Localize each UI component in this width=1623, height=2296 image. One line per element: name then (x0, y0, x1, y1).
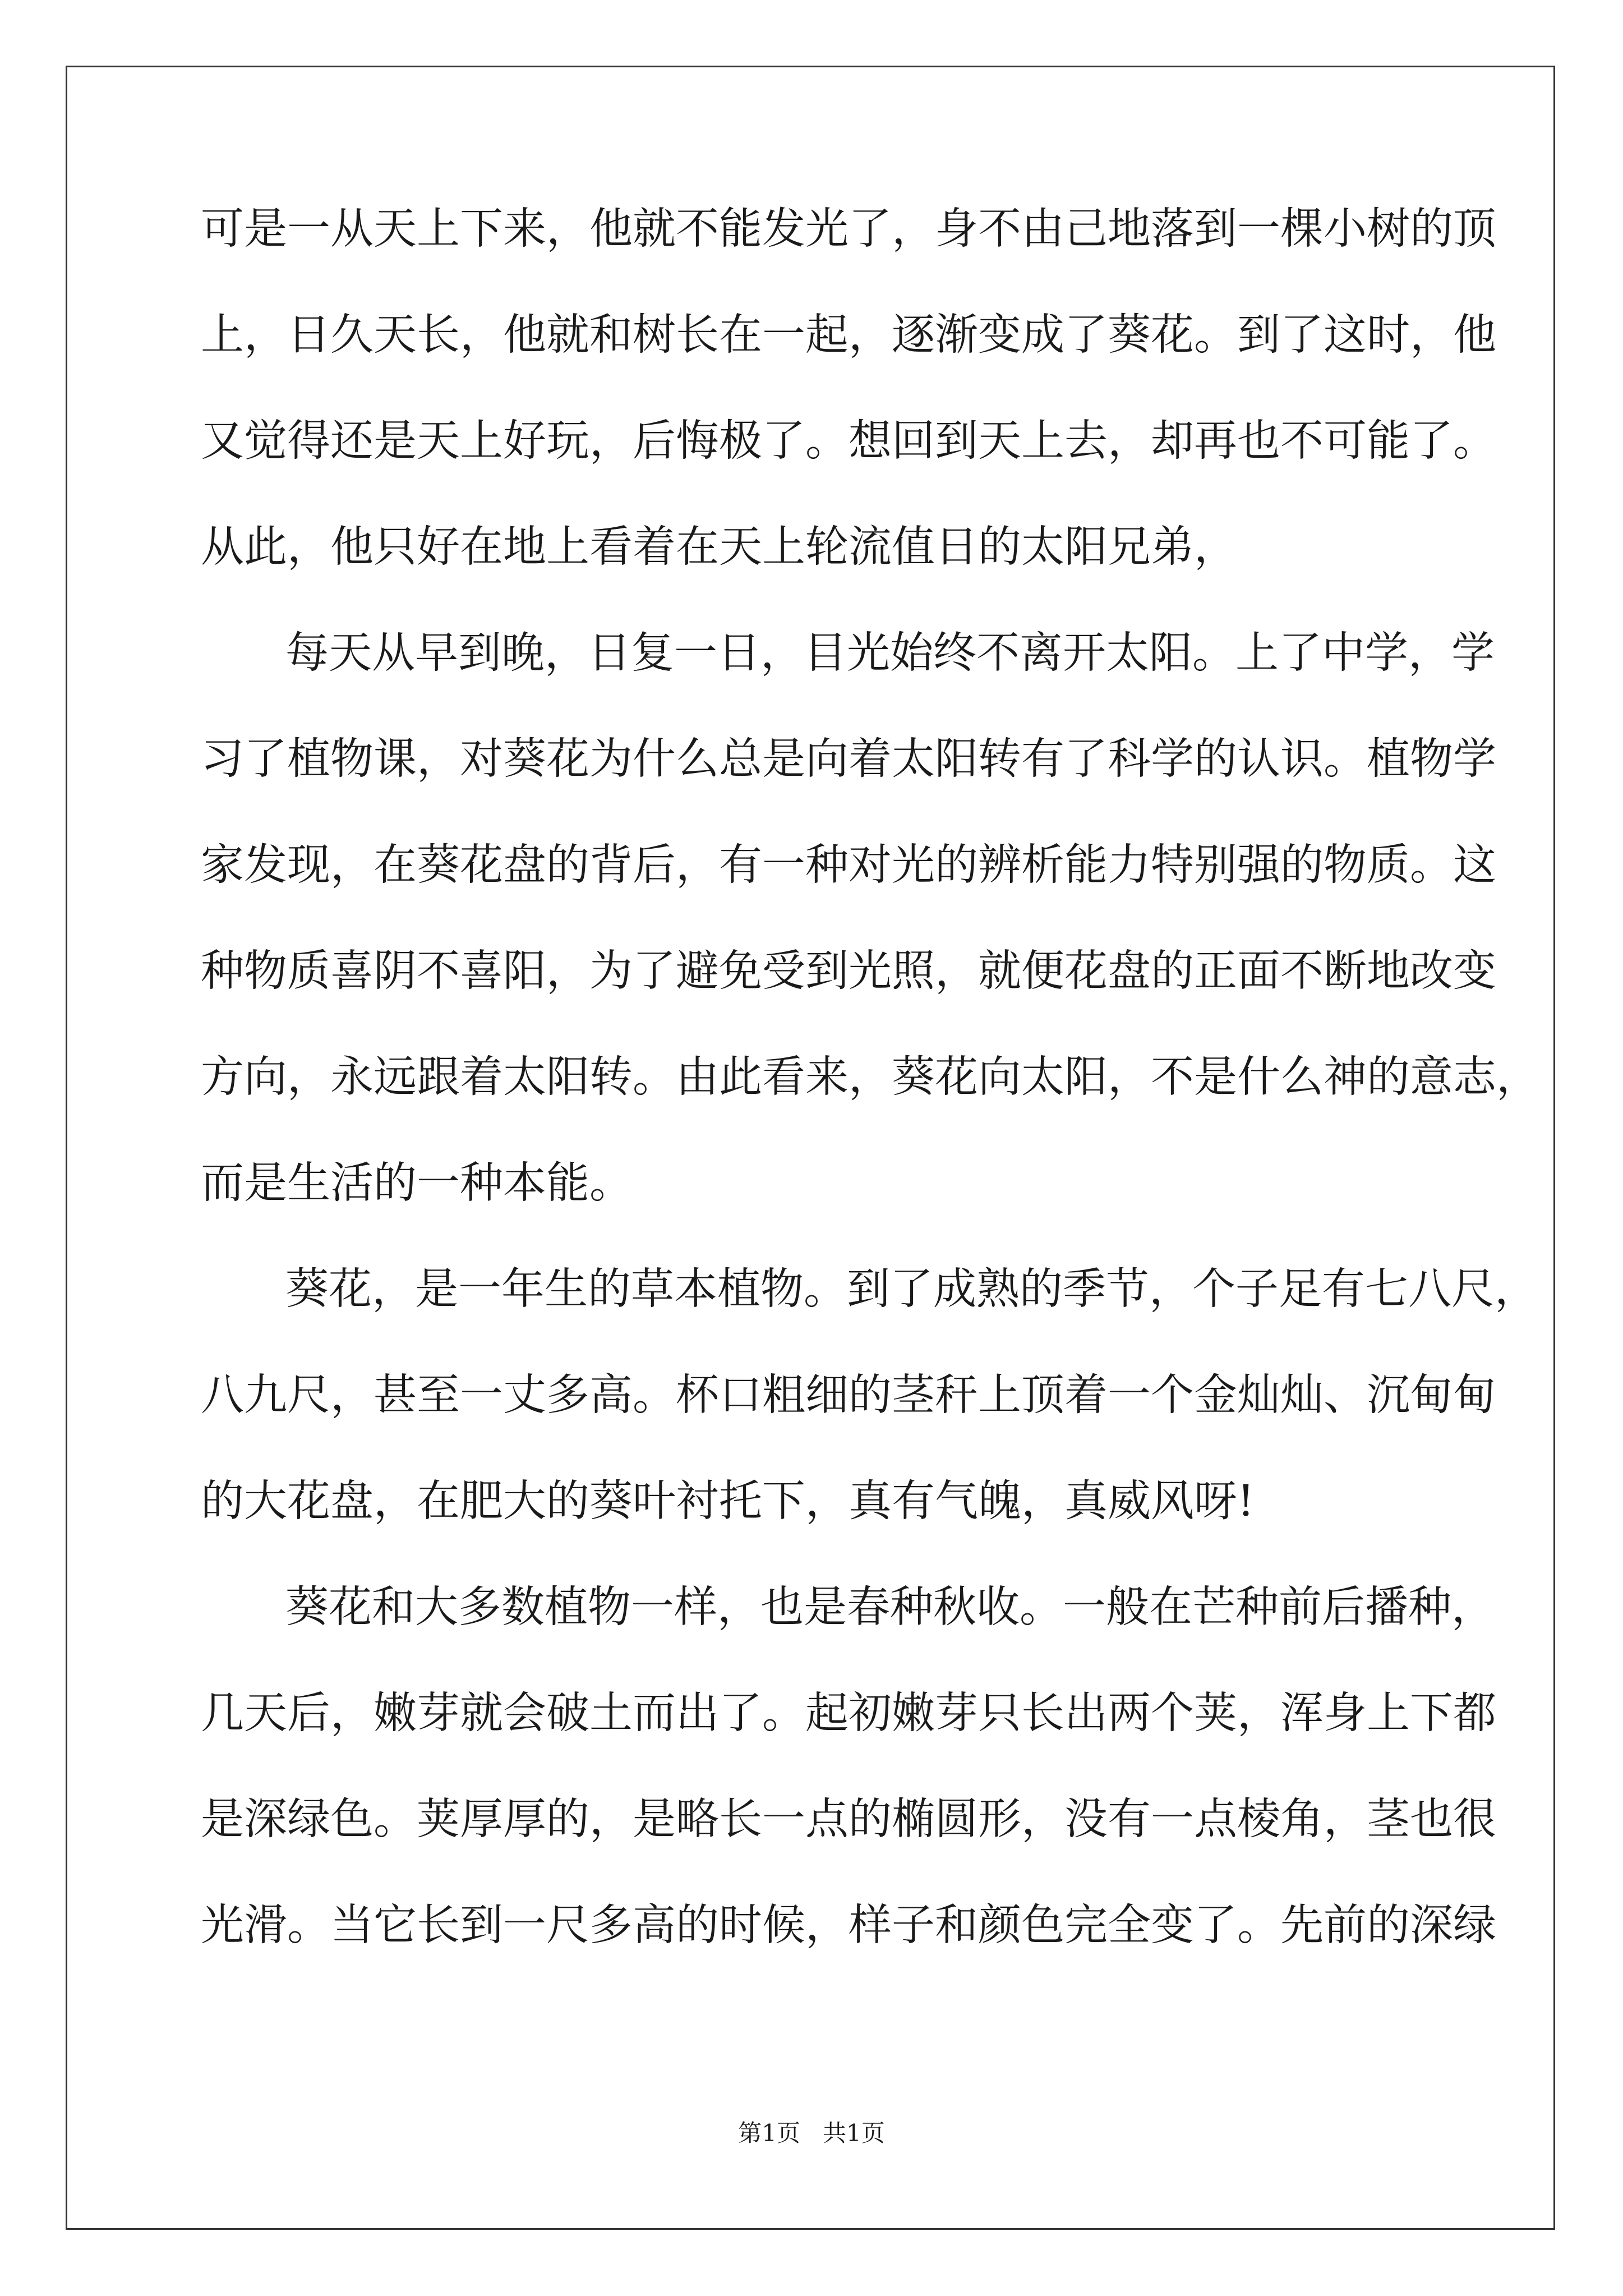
text-line: 八九尺，甚至一丈多高。杯口粗细的茎秆上顶着一个金灿灿、沉甸甸 (201, 1370, 1496, 1420)
text-line: 种物质喜阴不喜阳，为了避免受到光照，就便花盘的正面不断地改变 (201, 946, 1496, 996)
text-line: 习了植物课，对葵花为什么总是向着太阳转有了科学的认识。植物学 (201, 734, 1496, 784)
document-body (201, 204, 1539, 2010)
page-footer (0, 2115, 1623, 2148)
paragraph-start-line: 葵花和大多数植物一样，也是春种秋收。一般在芒种前后播种， (285, 1582, 1495, 1632)
text-line: 光滑。当它长到一尺多高的时候，样子和颜色完全变了。先前的深绿 (201, 1901, 1496, 1950)
text-line: 几天后，嫩芽就会破土而出了。起初嫩芽只长出两个荚，浑身上下都 (201, 1688, 1496, 1738)
text-line: 方向，永远跟着太阳转。由此看来，葵花向太阳，不是什么神的意志， (201, 1052, 1539, 1102)
text-line: 是深绿色。荚厚厚的，是略长一点的椭圆形，没有一点棱角，茎也很 (201, 1795, 1496, 1844)
text-line: 的大花盘，在肥大的葵叶衬托下，真有气魄，真威风呀! (201, 1476, 1255, 1526)
text-line: 从此，他只好在地上看着在天上轮流值日的太阳兄弟， (201, 522, 1237, 572)
paragraph-start-line: 每天从早到晚，日复一日，目光始终不离开太阳。上了中学，学 (285, 628, 1495, 678)
text-line: 又觉得还是天上好玩，后悔极了。想回到天上去，却再也不可能了。 (201, 416, 1496, 466)
text-line: 上，日久天长，他就和树长在一起，逐渐变成了葵花。到了这时，他 (201, 310, 1496, 360)
page-number-current: 第1页 (738, 2119, 800, 2147)
paragraph-start-line: 葵花，是一年生的草本植物。到了成熟的季节，个子足有七八尺， (285, 1264, 1538, 1314)
page-number-total: 共1页 (823, 2119, 885, 2147)
text-line: 可是一从天上下来，他就不能发光了，身不由己地落到一棵小树的顶 (201, 204, 1496, 254)
text-line: 家发现，在葵花盘的背后，有一种对光的辨析能力特别强的物质。这 (201, 840, 1496, 890)
text-line: 而是生活的一种本能。 (201, 1158, 633, 1208)
